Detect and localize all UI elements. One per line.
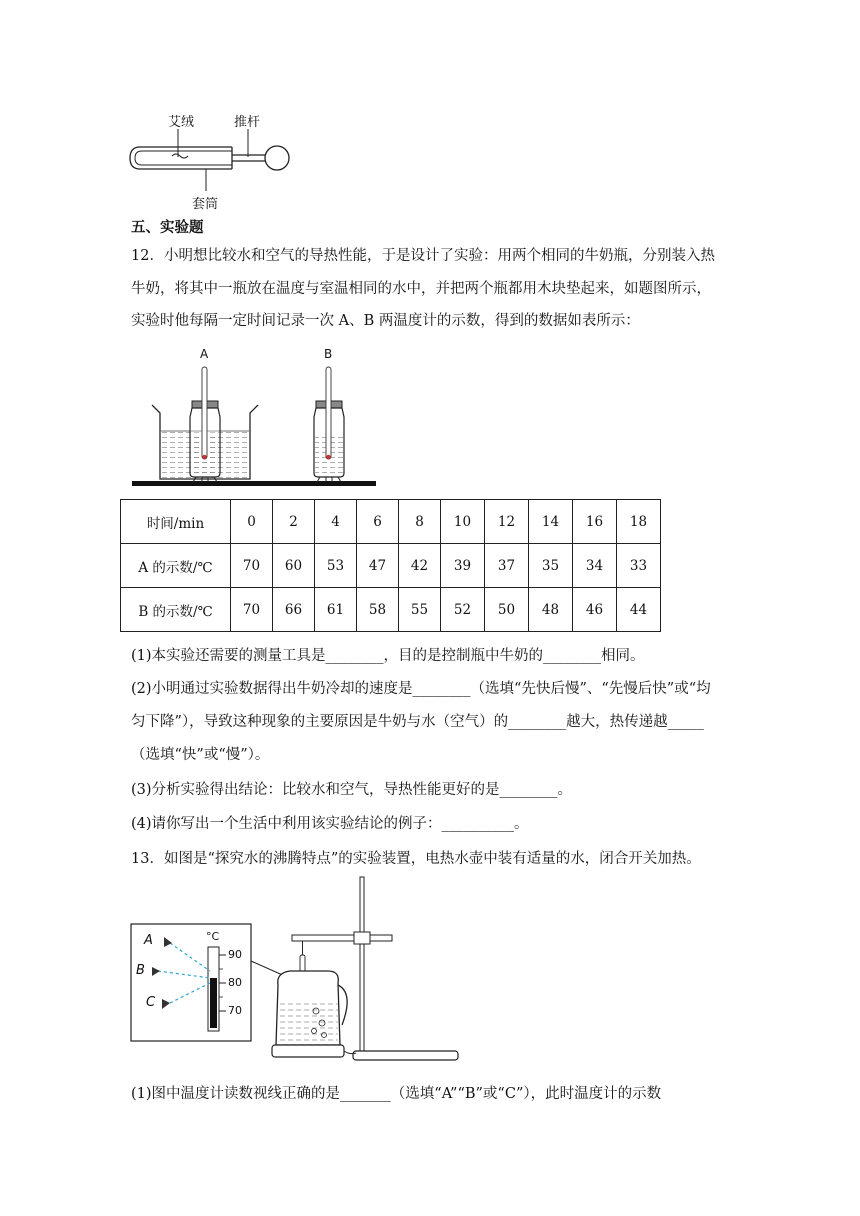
table-cell: 14 [529, 500, 573, 544]
table-cell: 8 [399, 500, 441, 544]
thermometer-unit: °C [206, 930, 220, 943]
eye-label-b: B [136, 963, 145, 978]
table-cell: 33 [617, 544, 661, 588]
milk-bottle-figure [130, 345, 380, 495]
q12-part-1: (1)本实验还需要的测量工具是________，目的是控制瓶中牛奶的________相同。 [131, 648, 645, 664]
q12-part-2-line-3: （选填“快”或“慢”）。 [131, 747, 270, 763]
label-sleeve: 套筒 [192, 197, 219, 212]
q12-line-3: 实验时他每隔一定时间记录一次 A、B 两温度计的示数，得到的数据如表所示： [131, 313, 640, 329]
q13-part-1: (1)图中温度计读数视线正确的是_______（选填“A”“B”或“C”），此时温度计的示数 [131, 1086, 662, 1102]
q12-line-1: 12．小明想比较水和空气的导热性能，于是设计了实验：用两个相同的牛奶瓶，分别装入热 [131, 248, 715, 264]
table-cell: 37 [485, 544, 529, 588]
q12-part-4: (4)请你写出一个生活中利用该实验结论的例子：__________。 [131, 816, 529, 832]
label-bottle-a: A [200, 347, 209, 361]
table-cell: 52 [441, 588, 485, 632]
tick-80: 80 [228, 976, 242, 989]
table-cell: 61 [315, 588, 357, 632]
tick-70: 70 [228, 1004, 242, 1017]
table-row-header: 时间/min [121, 500, 231, 544]
q12-part-2-line-2: 匀下降”），导致这种现象的主要原因是牛奶与水（空气）的________越大，热传递越_____ [131, 714, 704, 730]
table-cell: 10 [441, 500, 485, 544]
table-cell: 34 [573, 544, 617, 588]
tick-90: 90 [228, 948, 242, 961]
table-cell: 18 [617, 500, 661, 544]
table-cell: 50 [485, 588, 529, 632]
label-wick: 艾绒 [168, 115, 195, 130]
table-cell: 4 [315, 500, 357, 544]
eye-label-c: C [146, 995, 156, 1010]
table-cell: 55 [399, 588, 441, 632]
table-row [121, 544, 661, 588]
table-row-header: A 的示数/℃ [121, 544, 231, 588]
syringe-diagram [120, 105, 320, 215]
table-cell: 12 [485, 500, 529, 544]
table-cell: 35 [529, 544, 573, 588]
table-cell: 0 [231, 500, 273, 544]
table-cell: 47 [357, 544, 399, 588]
table-cell: 6 [357, 500, 399, 544]
table-cell: 42 [399, 544, 441, 588]
section-title: 五、实验题 [131, 219, 204, 236]
q12-part-3: (3)分析实验得出结论：比较水和空气，导热性能更好的是________。 [131, 782, 573, 798]
eye-label-a: A [144, 933, 153, 948]
table-cell: 53 [315, 544, 357, 588]
label-rod: 推杆 [234, 115, 261, 130]
milk-bottle-diagram [130, 345, 380, 495]
table-cell: 66 [273, 588, 315, 632]
table-cell: 58 [357, 588, 399, 632]
table-row [121, 500, 661, 544]
temperature-table [120, 499, 661, 632]
table-cell: 46 [573, 588, 617, 632]
q12-part-2-line-1: (2)小明通过实验数据得出牛奶冷却的速度是________（选填“先快后慢”、“先慢后快”或“均 [131, 681, 711, 697]
table-cell: 44 [617, 588, 661, 632]
table-cell: 70 [231, 588, 273, 632]
q13-line-1: 13．如图是“探究水的沸腾特点”的实验装置，电热水壶中装有适量的水，闭合开关加热。 [131, 851, 701, 867]
table-cell: 39 [441, 544, 485, 588]
boiling-apparatus-diagram [128, 875, 463, 1070]
q12-line-2: 牛奶，将其中一瓶放在温度与室温相同的水中，并把两个瓶都用木块垫起来，如题图所示， [131, 281, 711, 297]
table-row-header: B 的示数/℃ [121, 588, 231, 632]
table-row [121, 588, 661, 632]
table-cell: 16 [573, 500, 617, 544]
table-cell: 2 [273, 500, 315, 544]
boiling-apparatus-figure [128, 875, 463, 1070]
table-cell: 48 [529, 588, 573, 632]
table-cell: 60 [273, 544, 315, 588]
table-cell: 70 [231, 544, 273, 588]
label-bottle-b: B [324, 347, 333, 361]
syringe-figure [120, 105, 320, 215]
